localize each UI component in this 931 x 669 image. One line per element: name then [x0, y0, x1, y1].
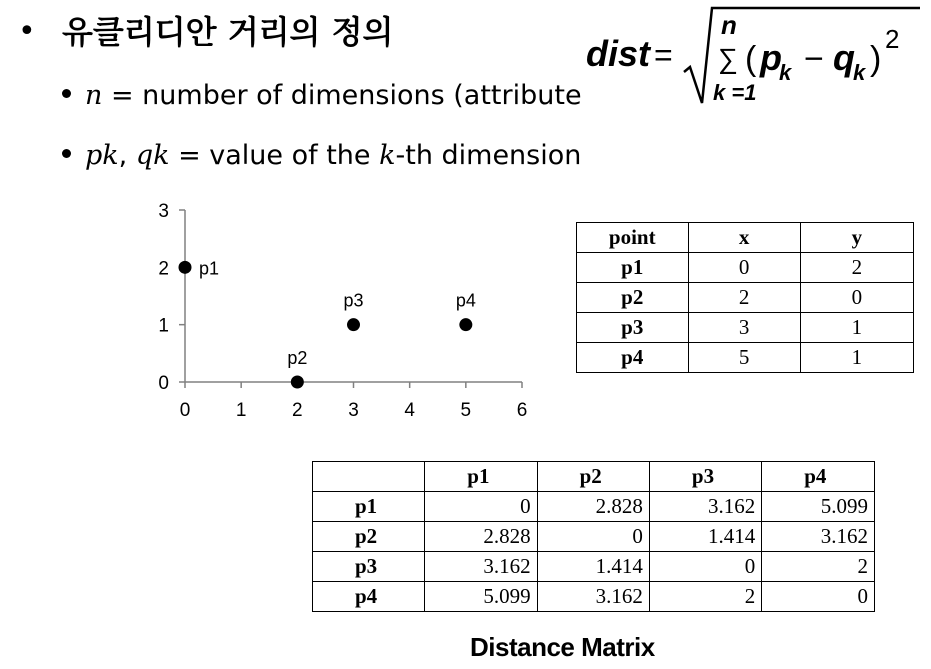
x-tick-label: 1 — [235, 400, 247, 421]
distance_matrix-header-cell: p4 — [762, 462, 875, 492]
sep: , — [118, 140, 136, 171]
distance_matrix-cell: 2.828 — [425, 522, 537, 552]
formula-power: 2 — [885, 24, 900, 54]
formula-open-paren: ( — [745, 40, 757, 78]
formula-p-sub: k — [779, 60, 792, 85]
distance_matrix-cell: 1.414 — [537, 552, 649, 582]
distance_matrix-row — [313, 552, 875, 582]
bullet-dot — [62, 149, 71, 158]
x-tick-label: 0 — [179, 400, 191, 421]
point_table-header-row — [577, 223, 914, 253]
distance_matrix-cell: 3.162 — [649, 492, 761, 522]
x-tick-label: 2 — [292, 400, 303, 421]
point-label-p2: p2 — [287, 348, 308, 368]
point-label-p1: p1 — [199, 258, 220, 279]
y-tick-label: 1 — [158, 315, 169, 337]
distance_matrix-cell: 3.162 — [762, 522, 875, 552]
distance-matrix-table — [312, 461, 875, 612]
y-tick-label: 2 — [158, 258, 169, 280]
point_table-cell: 2 — [688, 283, 800, 313]
formula-dist: dist — [586, 33, 651, 74]
y-tick-label: 0 — [158, 373, 169, 394]
formula-q: q — [833, 37, 855, 78]
distance_matrix-header-cell: p2 — [537, 462, 649, 492]
distance_matrix-cell: 5.099 — [425, 582, 537, 612]
point_table-cell: 0 — [688, 253, 800, 283]
bullet-dot — [62, 89, 71, 98]
distance_matrix-row-label: p3 — [313, 552, 425, 582]
distance_matrix-cell: 5.099 — [762, 492, 875, 522]
distance_matrix-cell: 3.162 — [425, 552, 537, 582]
x-tick-label: 6 — [516, 400, 528, 421]
y-tick-label: 3 — [158, 201, 169, 222]
formula-sigma: ∑ — [718, 43, 738, 74]
distance_matrix-row-label: p1 — [313, 492, 425, 522]
distance_matrix-cell: 0 — [649, 552, 761, 582]
distance_matrix-cell: 0 — [537, 522, 649, 552]
distance_matrix-cell: 2 — [649, 582, 761, 612]
x-tick-label: 4 — [404, 400, 415, 421]
point_table-cell: 1 — [800, 313, 913, 343]
data-point-p1 — [179, 261, 192, 274]
point-label-p4: p4 — [455, 290, 476, 311]
distance_matrix-cell: 3.162 — [537, 582, 649, 612]
point-label-p3: p3 — [343, 290, 364, 311]
point_table-header-cell: y — [800, 223, 913, 253]
data-point-p2 — [291, 376, 304, 389]
distance_matrix-header-cell: p3 — [649, 462, 761, 492]
title-bullet: • — [18, 14, 36, 49]
distance_matrix-cell: 1.414 — [649, 522, 761, 552]
point_table-header-cell: x — [688, 223, 800, 253]
var-n: n — [85, 80, 103, 111]
point_table-row — [577, 283, 914, 313]
distance_matrix-row-label: p2 — [313, 522, 425, 552]
distance_matrix-cell: 2.828 — [537, 492, 649, 522]
var-pk: pk — [85, 140, 119, 171]
var-qk: qk — [135, 140, 170, 171]
point_table-row-label: p3 — [577, 313, 689, 343]
x-tick-label: 3 — [348, 400, 359, 421]
scatter-chart — [140, 195, 540, 435]
slide-title: 유클리디안 거리의 정의 — [62, 13, 394, 51]
distance_matrix-header-cell: p1 — [425, 462, 537, 492]
bullet-text-n: = number of dimensions (attribute — [102, 80, 582, 111]
point_table-row-label: p1 — [577, 253, 689, 283]
point_table-row — [577, 253, 914, 283]
bullet-item-n — [62, 78, 582, 114]
distance_matrix-header-row — [313, 462, 875, 492]
distance_matrix-row-label: p4 — [313, 582, 425, 612]
distance_matrix-row — [313, 492, 875, 522]
formula-minus: − — [804, 40, 824, 78]
point_table-cell: 0 — [800, 283, 913, 313]
point_table-cell: 1 — [800, 343, 913, 373]
var-k: k — [379, 140, 396, 171]
x-tick-label: 5 — [460, 400, 472, 421]
distance_matrix-row — [313, 522, 875, 552]
formula-sum-lower: k =1 — [713, 80, 757, 105]
euclidean-formula — [580, 0, 925, 110]
bullet-text-pk-2: -th dimension — [395, 140, 582, 171]
point_table-header-cell: point — [577, 223, 689, 253]
point_table-cell: 3 — [688, 313, 800, 343]
point-table — [576, 222, 914, 373]
formula-equals: = — [654, 37, 673, 73]
formula-sum-upper: n — [721, 10, 737, 40]
formula-q-sub: k — [853, 60, 866, 85]
point_table-cell: 5 — [688, 343, 800, 373]
point_table-row — [577, 343, 914, 373]
data-point-p4 — [459, 318, 472, 331]
distance-matrix-caption: Distance Matrix — [470, 632, 655, 662]
distance_matrix-row — [313, 582, 875, 612]
distance_matrix-header-cell — [313, 462, 425, 492]
point_table-cell: 2 — [800, 253, 913, 283]
point_table-row-label: p2 — [577, 283, 689, 313]
bullet-item-pk — [62, 138, 581, 174]
point_table-row — [577, 313, 914, 343]
distance_matrix-cell: 0 — [762, 582, 875, 612]
distance_matrix-cell: 2 — [762, 552, 875, 582]
formula-close-paren: ) — [870, 40, 882, 78]
data-point-p3 — [347, 318, 360, 331]
point_table-row-label: p4 — [577, 343, 689, 373]
bullet-text-pk-1: = value of the — [169, 140, 380, 171]
distance_matrix-cell: 0 — [425, 492, 537, 522]
formula-p: p — [760, 37, 782, 78]
